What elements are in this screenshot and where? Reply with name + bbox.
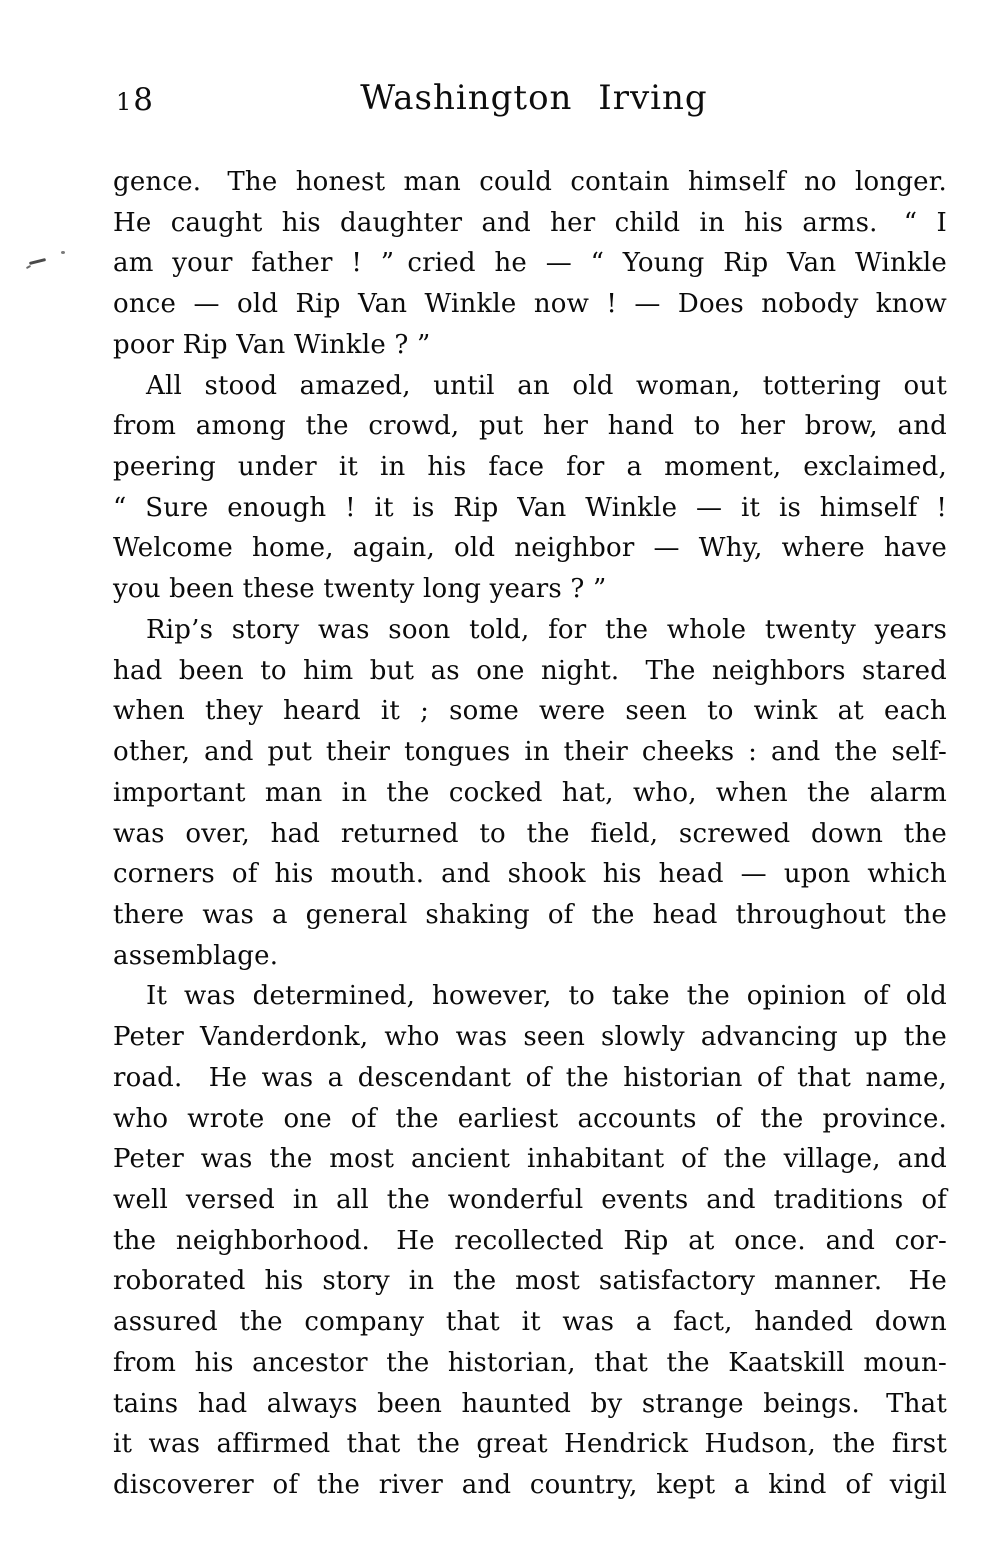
running-title: Washington Irving: [360, 78, 708, 118]
text-line: tains had always been haunted by strange beings. That: [113, 1388, 947, 1419]
margin-pencil-mark: [29, 258, 46, 265]
text-line: Peter was the most ancient inhabitant of the village, and: [113, 1144, 947, 1175]
paragraph: [113, 610, 947, 976]
text-line: assured the company that it was a fact, handed down: [113, 1307, 947, 1338]
text-line: roborated his story in the most satisfactory manner. He: [113, 1266, 947, 1297]
text-line: had been to him but as one night. The neighbors stared: [113, 655, 947, 686]
text-line: once — old Rip Van Winkle now ! — Does nobody know: [113, 289, 947, 320]
text-line: the neighborhood. He recollected Rip at once. and cor-: [113, 1225, 947, 1256]
margin-speck: [61, 251, 65, 254]
text-line: well versed in all the wonderful events and traditions of: [113, 1184, 947, 1215]
text-line: corners of his mouth. and shook his head — upon which: [113, 859, 947, 890]
text-line: All stood amazed, until an old woman, tottering out: [146, 370, 947, 401]
margin-pencil-mark-tail: [26, 265, 31, 269]
paragraph: [113, 976, 947, 1505]
text-line: gence. The honest man could contain himself no longer.: [113, 167, 947, 197]
paragraph: [113, 366, 947, 610]
text-line: Welcome home, again, old neighbor — Why, where have: [113, 533, 947, 564]
page-number: 18: [116, 82, 156, 118]
text-line: It was determined, however, to take the opinion of old: [146, 981, 947, 1012]
text-line: assemblage.: [113, 940, 279, 971]
text-line: peering under it in his face for a moment, exclaimed,: [113, 452, 947, 483]
paragraph: [113, 162, 947, 366]
text-line: from his ancestor the historian, that the Kaatskill moun-: [113, 1347, 947, 1378]
text-line: you been these twenty long years ? ”: [113, 574, 607, 605]
text-line: He caught his daughter and her child in his arms. “ I: [113, 207, 947, 238]
text-line: other, and put their tongues in their cheeks : and the self-: [113, 737, 947, 768]
text-line: discoverer of the river and country, kept a kind of vigil: [113, 1470, 947, 1500]
text-line: when they heard it ; some were seen to wink at each: [113, 696, 947, 727]
text-line: it was affirmed that the great Hendrick Hudson, the first: [113, 1429, 947, 1460]
text-line: who wrote one of the earliest accounts of the province.: [113, 1103, 947, 1134]
text-line: Rip’s story was soon told, for the whole twenty years: [146, 614, 947, 645]
text-line: poor Rip Van Winkle ? ”: [113, 329, 431, 360]
body-text: [113, 162, 947, 1506]
text-line: “ Sure enough ! it is Rip Van Winkle — it is himself !: [113, 492, 947, 523]
text-line: there was a general shaking of the head throughout the: [113, 899, 947, 930]
text-line: am your father ! ” cried he — “ Young Rip Van Winkle: [113, 248, 947, 279]
text-line: road. He was a descendant of the historian of that name,: [113, 1062, 947, 1093]
text-line: was over, had returned to the field, screwed down the: [113, 818, 947, 849]
text-line: important man in the cocked hat, who, when the alarm: [113, 777, 947, 808]
text-line: Peter Vanderdonk, who was seen slowly advancing up the: [113, 1022, 947, 1053]
text-line: from among the crowd, put her hand to her brow, and: [113, 411, 947, 442]
